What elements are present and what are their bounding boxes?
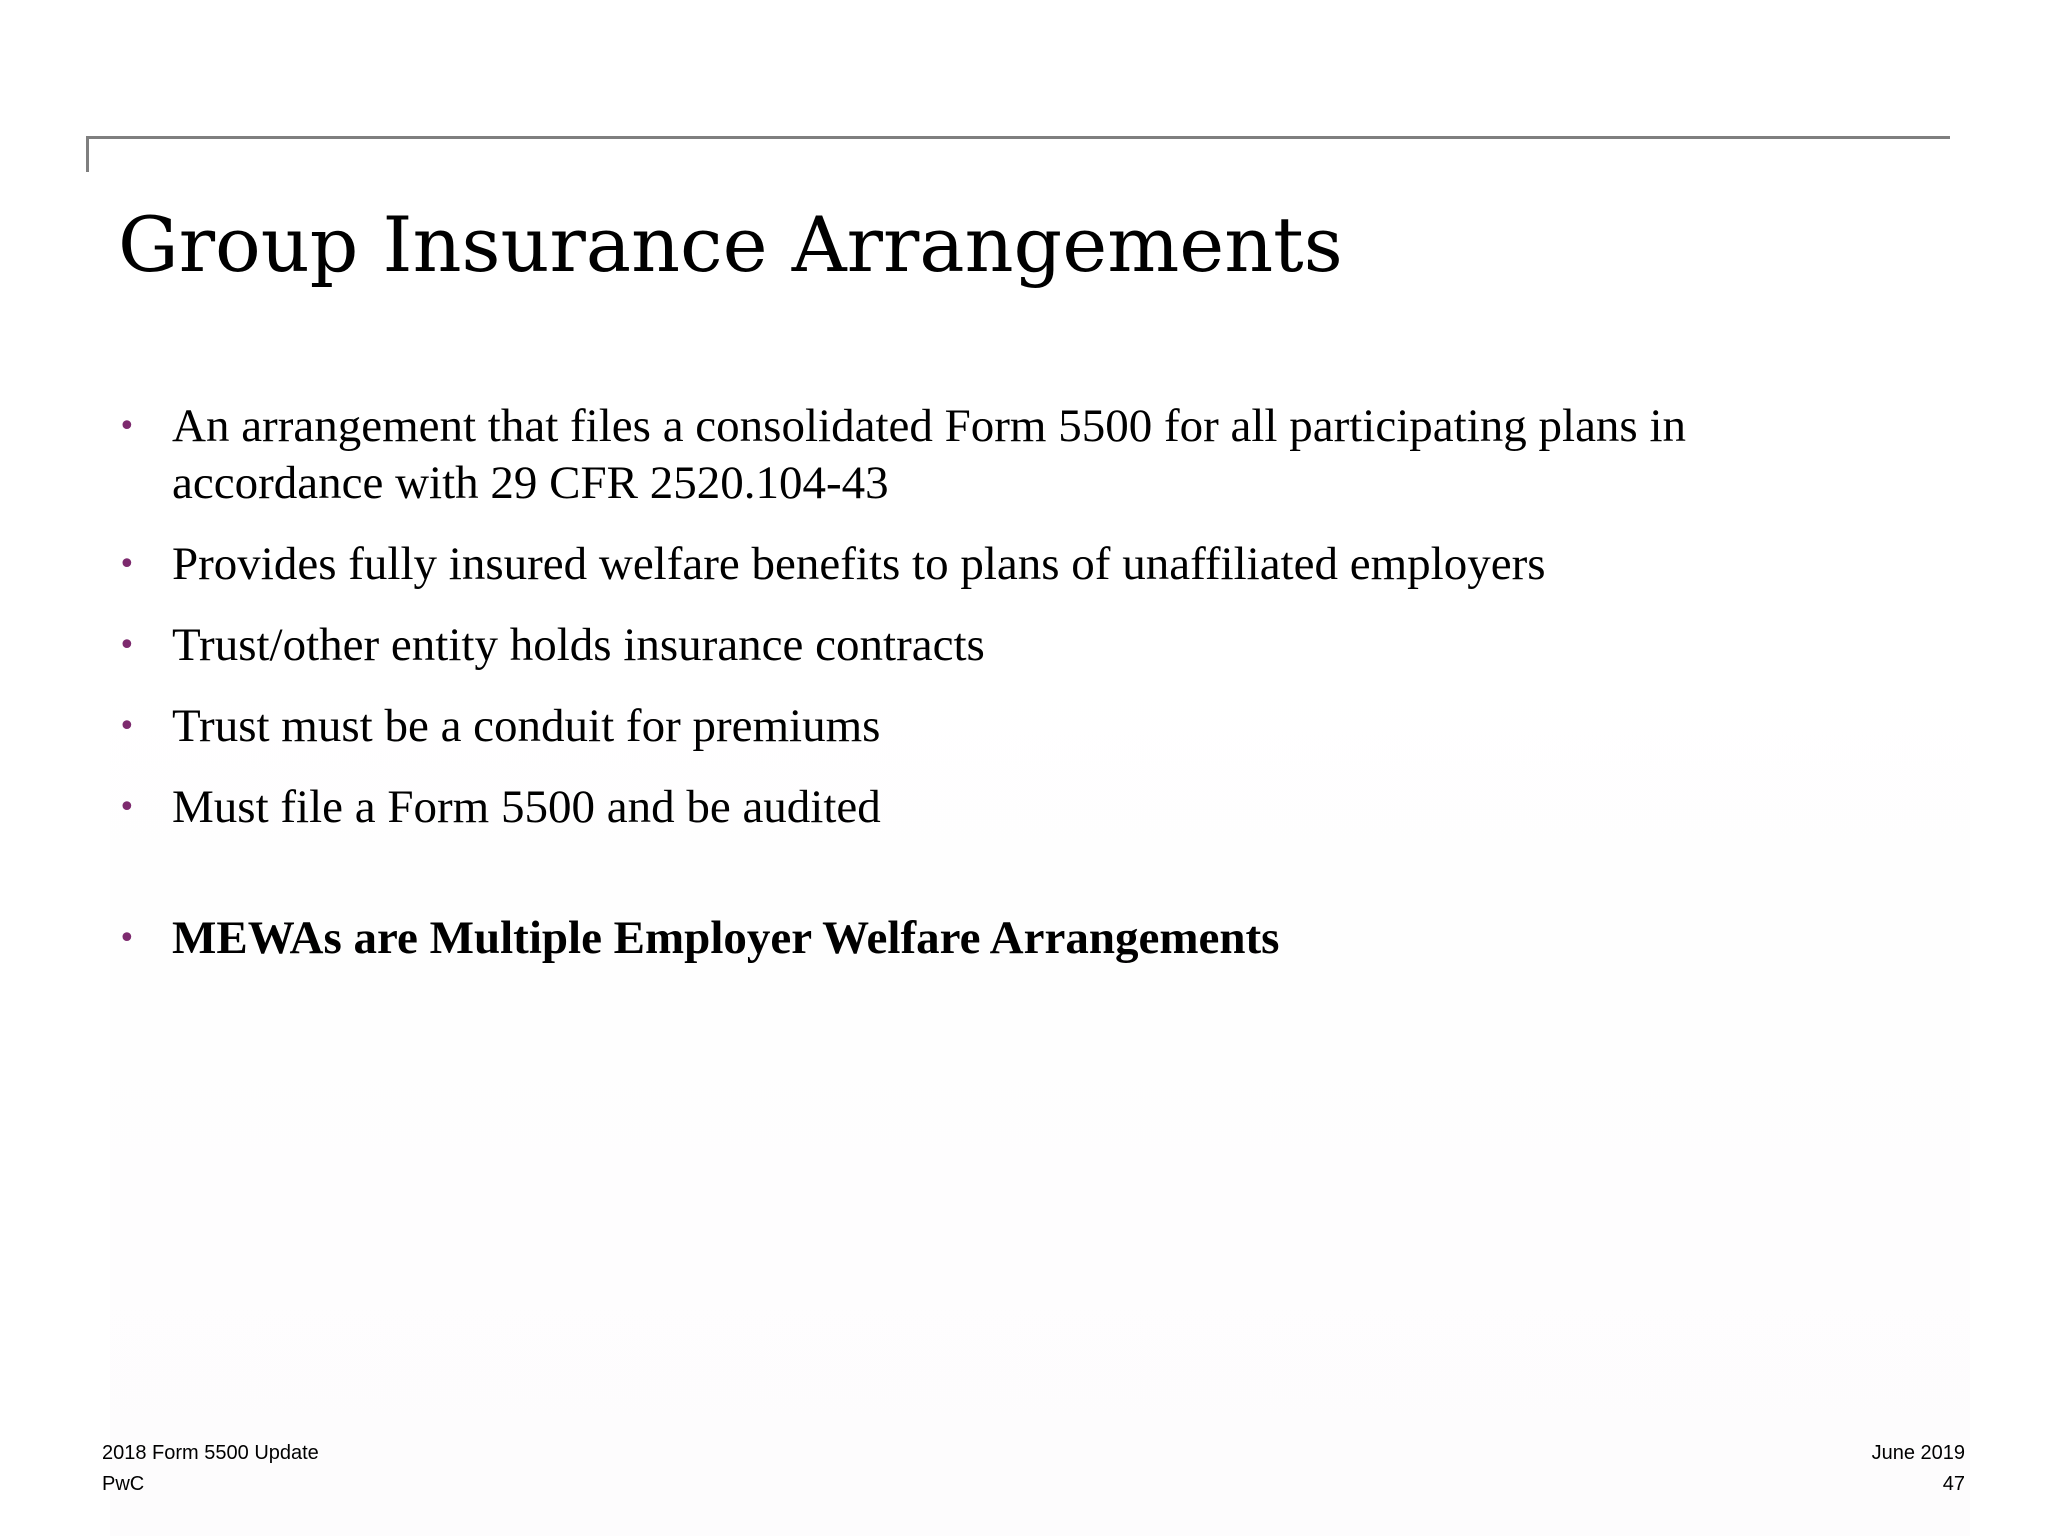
bullet-icon: • [118,790,136,825]
bullet-item-emphasis [118,910,1838,967]
footer-date: June 2019 [1871,1442,1965,1464]
footer-page-number: 47 [1942,1473,1965,1495]
bullet-icon: • [118,921,136,956]
bullet-text: Trust must be a conduit for premiums [172,700,881,752]
bullet-item [118,398,1838,512]
bullet-item [118,617,1838,674]
bullet-text: MEWAs are Multiple Employer Welfare Arrangements [172,912,1280,964]
footer-document-title: 2018 Form 5500 Update [102,1442,319,1464]
bullet-text: Provides fully insured welfare benefits to plans of unaffiliated employers [172,538,1546,590]
bullet-icon: • [118,547,136,582]
bullet-text: Must file a Form 5500 and be audited [172,781,881,833]
footer-left [102,1438,319,1500]
slide-title: Group Insurance Arrangements [118,199,1343,289]
footer-right [1872,1438,1965,1500]
bullet-list [118,398,1838,991]
title-rule-tick [86,136,89,172]
bullet-item [118,779,1838,836]
bullet-text: An arrangement that files a consolidated Form 5500 for all participating plans in accordance with 29 CFR 2520.104-43 [172,400,1687,509]
bullet-item [118,536,1838,593]
bullet-text: Trust/other entity holds insurance contracts [172,619,985,671]
title-rule [86,136,1950,139]
bullet-icon: • [118,409,136,444]
footer-company: PwC [102,1473,145,1495]
bullet-icon: • [118,628,136,663]
bullet-icon: • [118,709,136,744]
bullet-item [118,698,1838,755]
